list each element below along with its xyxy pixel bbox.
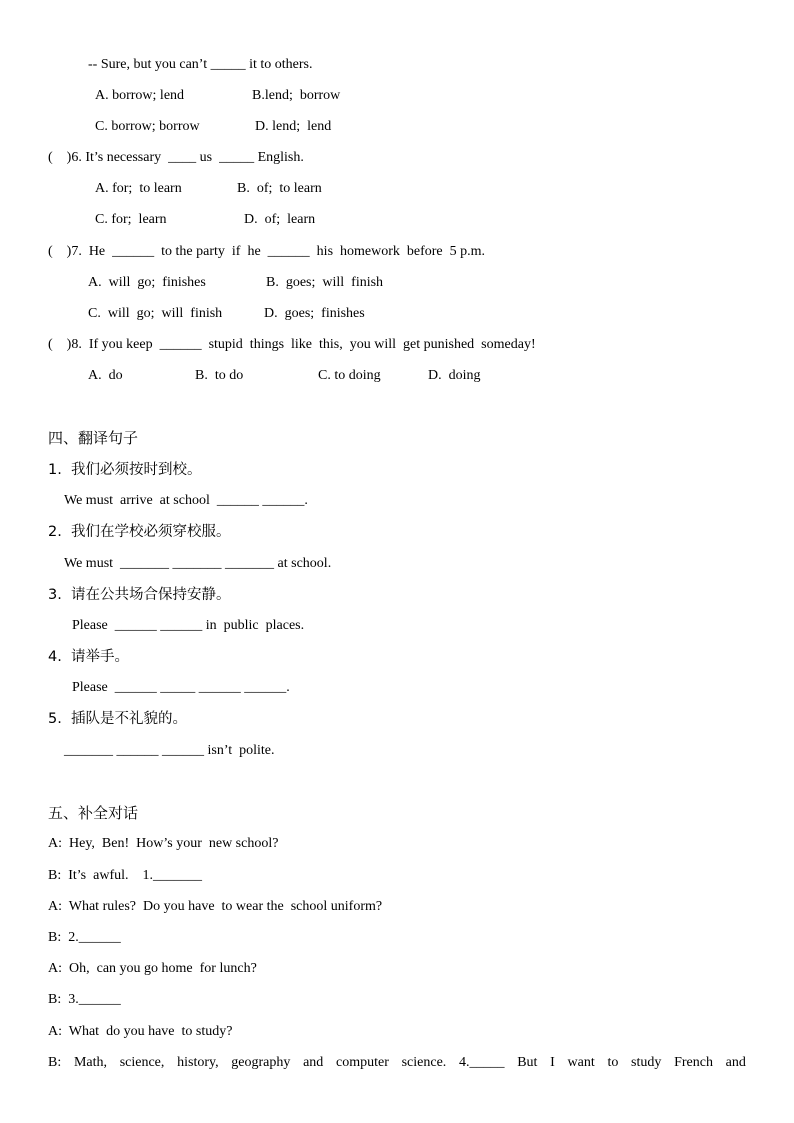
dialogue-word: and [725, 1055, 746, 1070]
q8-stem: ( )8. If you keep ______ stupid things like this, you will get punished someday! [48, 337, 536, 352]
q6-option-a: A. for; to learn [95, 181, 182, 196]
q6-option-c: C. for; learn [95, 212, 167, 227]
q6-option-b: B. of; to learn [237, 181, 322, 196]
dialogue-line-2: B: It’s awful. 1._______ [48, 868, 202, 883]
q6-option-d: D. of; learn [244, 212, 316, 227]
q6-stem: ( )6. It’s necessary ____ us _____ English. [48, 150, 304, 165]
q8-option-c: C. to doing [318, 368, 381, 383]
dialogue-word: history, [177, 1055, 219, 1070]
dialogue-word: to [607, 1055, 619, 1070]
q5-option-d: D. lend; lend [255, 119, 332, 134]
dialogue-word: science. [401, 1055, 447, 1070]
dialogue-word: computer [336, 1055, 389, 1070]
dialogue-line-8 [48, 1054, 746, 1072]
dialogue-word: science, [119, 1055, 165, 1070]
dialogue-word: 4._____ [459, 1055, 505, 1070]
dialogue-word: French [674, 1055, 713, 1070]
dialogue-line-7: A: What do you have to study? [48, 1024, 233, 1039]
translate-item-2-cn: 2. 我们在学校必须穿校服。 [48, 524, 231, 540]
dialogue-line-6: B: 3.______ [48, 992, 121, 1007]
translate-item-1-cn: 1. 我们必须按时到校。 [48, 462, 202, 478]
section5-title: 五、补全对话 [48, 804, 139, 822]
dialogue-word: geography [231, 1055, 291, 1070]
q7-option-c: C. will go; will finish [88, 306, 223, 321]
section4-title: 四、翻译句子 [48, 429, 139, 447]
q7-option-b: B. goes; will finish [266, 275, 384, 290]
q5-option-a: A. borrow; lend [95, 88, 185, 103]
dialogue-word: B: [48, 1055, 62, 1070]
translate-item-3-cn: 3. 请在公共场合保持安静。 [48, 587, 231, 603]
dialogue-word: study [631, 1055, 662, 1070]
q5-option-c: C. borrow; borrow [95, 119, 200, 134]
q5-response: -- Sure, but you can’t _____ it to others. [88, 57, 313, 72]
dialogue-word: and [303, 1055, 324, 1070]
dialogue-line-4: B: 2.______ [48, 930, 121, 945]
q7-stem: ( )7. He ______ to the party if he ______ his homework before 5 p.m. [48, 244, 486, 259]
dialogue-word: want [567, 1055, 595, 1070]
translate-item-5-en: _______ ______ ______ isn’t polite. [64, 743, 275, 758]
q8-option-d: D. doing [428, 368, 481, 383]
dialogue-word: But [517, 1055, 538, 1070]
q7-option-a: A. will go; finishes [88, 275, 206, 290]
translate-item-4-cn: 4. 请举手。 [48, 649, 130, 665]
q8-option-b: B. to do [195, 368, 244, 383]
dialogue-line-5: A: Oh, can you go home for lunch? [48, 961, 257, 976]
q7-option-d: D. goes; finishes [264, 306, 365, 321]
translate-item-2-en: We must _______ _______ _______ at school. [64, 556, 332, 571]
dialogue-line-1: A: Hey, Ben! How’s your new school? [48, 836, 279, 851]
translate-item-4-en: Please ______ _____ ______ ______. [72, 680, 290, 695]
translate-item-3-en: Please ______ ______ in public places. [72, 618, 305, 633]
q8-option-a: A. do [88, 368, 123, 383]
q5-option-b: B.lend; borrow [252, 88, 341, 103]
dialogue-word: Math, [73, 1055, 107, 1070]
translate-item-1-en: We must arrive at school ______ ______. [64, 493, 308, 508]
dialogue-word: I [550, 1055, 555, 1070]
dialogue-line-3: A: What rules? Do you have to wear the school uniform? [48, 899, 383, 914]
translate-item-5-cn: 5. 插队是不礼貌的。 [48, 711, 188, 727]
